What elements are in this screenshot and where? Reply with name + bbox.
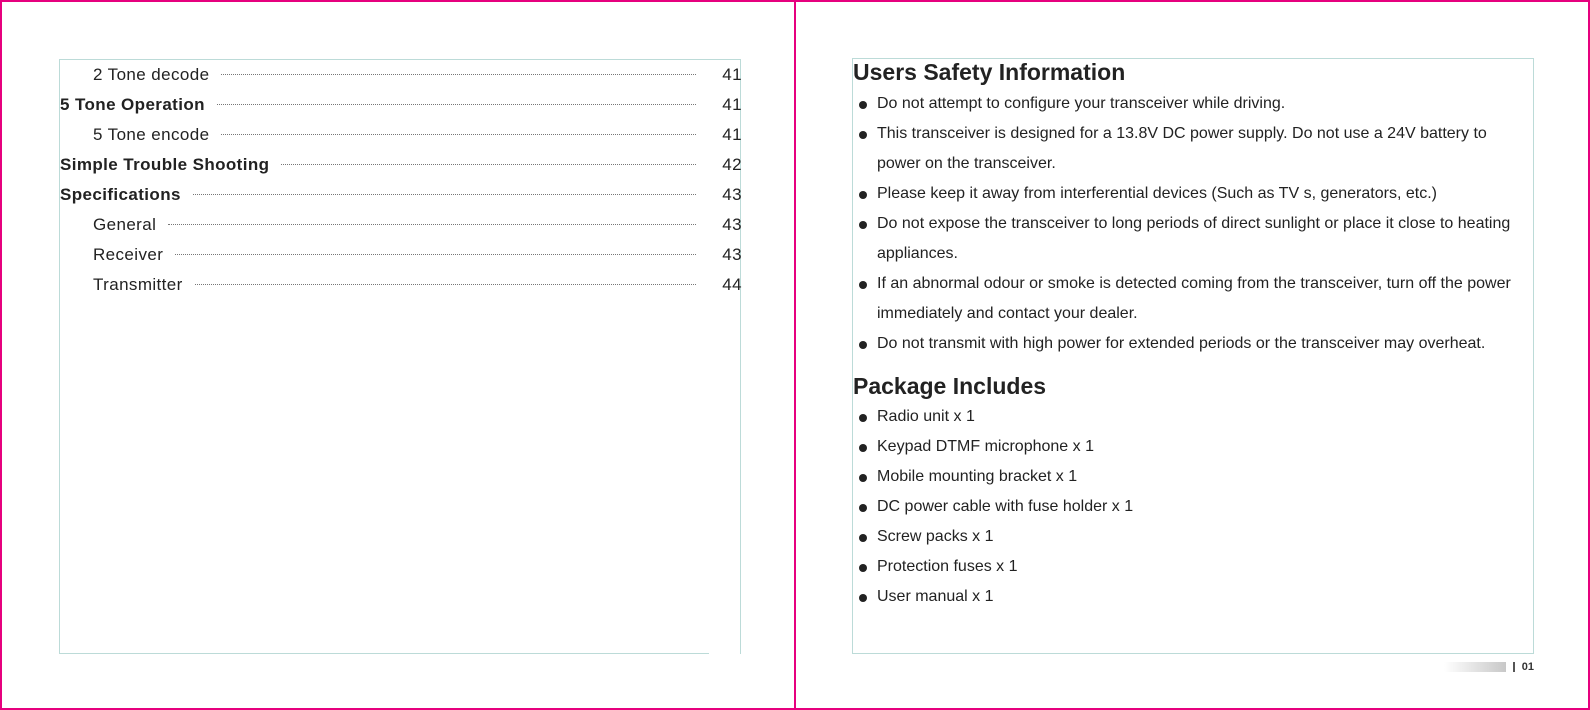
bullet-icon: [859, 594, 867, 602]
bullet-icon: [859, 101, 867, 109]
list-item: [853, 432, 1533, 462]
list-item: [853, 89, 1533, 119]
list-item-text: Protection fuses x 1: [877, 558, 1018, 575]
safety-list: [853, 89, 1533, 359]
toc-entry[interactable]: [60, 180, 742, 210]
toc-entry[interactable]: [60, 90, 742, 120]
toc-leader-dots: [193, 194, 696, 195]
bullet-icon: [859, 414, 867, 422]
toc-entry-text: 2 Tone decode: [93, 65, 210, 84]
list-item-text: User manual x 1: [877, 588, 994, 605]
page-number: 01: [1521, 661, 1534, 673]
bullet-icon: [859, 444, 867, 452]
page-separator: [1513, 662, 1515, 672]
list-item: [853, 119, 1533, 179]
list-item: [853, 522, 1533, 552]
toc-entry-page: 43: [722, 185, 742, 204]
list-item-text: Radio unit x 1: [877, 408, 975, 425]
list-item-text: Do not transmit with high power for extended periods or the transceiver may overheat.: [877, 335, 1486, 352]
bullet-icon: [859, 281, 867, 289]
toc-entry-text: 5 Tone encode: [93, 125, 210, 144]
toc-leader-dots: [175, 254, 696, 255]
toc-entry-text: Simple Trouble Shooting: [60, 155, 270, 174]
toc-entry-page: 41: [722, 65, 742, 84]
toc-leader-dots: [221, 74, 696, 75]
toc-entry-page: 41: [722, 125, 742, 144]
bullet-icon: [859, 131, 867, 139]
toc-entry-page: 42: [722, 155, 742, 174]
list-item: [853, 402, 1533, 432]
package-list: [853, 402, 1533, 612]
package-heading: Package Includes: [853, 373, 1047, 399]
toc-entry-page: 41: [722, 95, 742, 114]
safety-heading: Users Safety Information: [853, 59, 1126, 85]
toc-entry[interactable]: [60, 120, 742, 150]
toc-frame: [59, 59, 741, 654]
list-item: [853, 269, 1533, 329]
toc-entry-text: General: [93, 215, 157, 234]
list-item-text: Mobile mounting bracket x 1: [877, 468, 1078, 485]
toc-entry[interactable]: [60, 150, 742, 180]
list-item-text: Do not attempt to configure your transceiver while driving.: [877, 95, 1286, 112]
list-item-text: Screw packs x 1: [877, 528, 994, 545]
toc-leader-dots: [168, 224, 696, 225]
list-item-text: If an abnormal odour or smoke is detected coming from the transceiver, turn off the power immediately and contact your dealer.: [877, 275, 1511, 322]
toc-entry-text: Transmitter: [93, 275, 183, 294]
toc-entry-page: 43: [722, 245, 742, 264]
toc-entry-text: 5 Tone Operation: [60, 95, 205, 114]
toc-entry[interactable]: [60, 210, 742, 240]
right-page: [794, 0, 1590, 710]
list-item: [853, 582, 1533, 612]
list-item: [853, 462, 1533, 492]
toc-leader-dots: [221, 134, 696, 135]
list-item-text: This transceiver is designed for a 13.8V DC power supply. Do not use a 24V battery to power on the transceiver.: [877, 125, 1487, 172]
content-frame: [852, 58, 1534, 654]
list-item: [853, 329, 1533, 359]
toc-entry-page: 44: [722, 275, 742, 294]
toc-entry-text: Specifications: [60, 185, 181, 204]
list-item-text: DC power cable with fuse holder x 1: [877, 498, 1134, 515]
bullet-icon: [859, 504, 867, 512]
list-item-text: Keypad DTMF microphone x 1: [877, 438, 1094, 455]
toc-entry[interactable]: [60, 270, 742, 300]
bullet-icon: [859, 474, 867, 482]
list-item: [853, 209, 1533, 269]
toc-leader-dots: [217, 104, 696, 105]
list-item-text: Please keep it away from interferential devices (Such as TV s, generators, etc.): [877, 185, 1437, 202]
toc-leader-dots: [195, 284, 696, 285]
toc-entry[interactable]: [60, 60, 742, 90]
toc-entry[interactable]: [60, 240, 742, 270]
toc-leader-dots: [281, 164, 696, 165]
bullet-icon: [859, 191, 867, 199]
list-item: [853, 492, 1533, 522]
page-gradient-bar: [1444, 662, 1506, 672]
bullet-icon: [859, 564, 867, 572]
list-item: [853, 552, 1533, 582]
toc-entry-page: 43: [722, 215, 742, 234]
list-item: [853, 179, 1533, 209]
list-item-text: Do not expose the transceiver to long periods of direct sunlight or place it close to heating appliances.: [877, 215, 1511, 262]
bullet-icon: [859, 221, 867, 229]
toc-list: [60, 60, 742, 300]
toc-entry-text: Receiver: [93, 245, 164, 264]
bullet-icon: [859, 341, 867, 349]
bullet-icon: [859, 534, 867, 542]
page-footer: [1444, 660, 1534, 674]
